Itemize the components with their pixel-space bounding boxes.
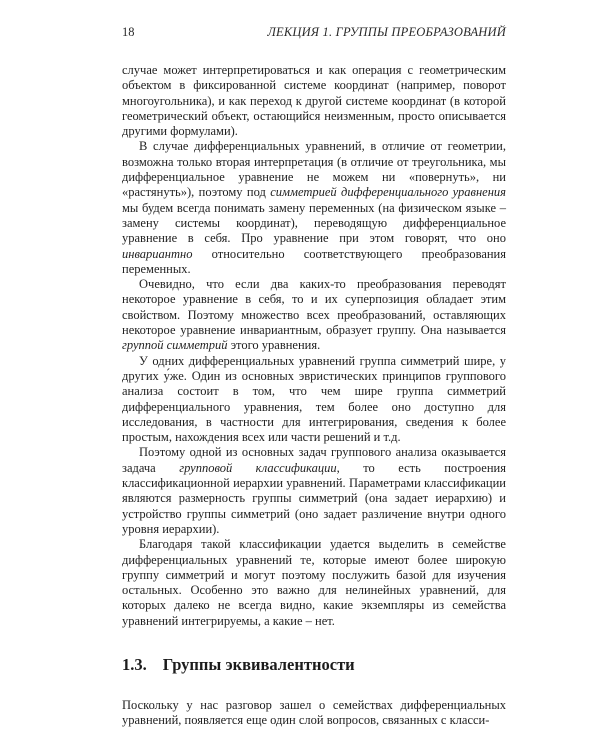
text-run: Благодаря такой классификации удается выделить в семействе дифференциальных уравнений те, которые имеют более широкую группу симметрий и могут поэтому послужить базой для изучения остальных. Особенно это важно для нелинейных уравнений, для которых далеко не всегда видно, какие экземпляры из семейства уравнений интегрируемы, а какие – нет. — [122, 537, 506, 628]
paragraph — [122, 445, 506, 537]
page-body — [122, 63, 506, 729]
paragraph — [122, 63, 506, 139]
paragraph — [122, 698, 506, 729]
emphasis-run: групповой классификации — [179, 460, 337, 475]
page-header — [122, 25, 506, 39]
text-run: относительно соответствующего преобразования переменных. — [122, 246, 506, 276]
section-number: 1.3. — [122, 654, 147, 674]
text-run: Очевидно, что если два каких-то преобразования переводят некоторое уравнение в себя, то и их суперпозиция обладает этим свойством. Поэтому множество всех преобразований, оставляющих некоторое уравнение инвариантным, образует группу. Она называется — [122, 277, 506, 338]
section-heading — [122, 655, 506, 675]
paragraph — [122, 277, 506, 353]
text-run: Поскольку у нас разговор зашел о семействах дифференциальных уравнений, появляется еще один слой вопросов, связанных с класси- — [122, 697, 506, 728]
text-run: , то есть построения классификационной иерархии уравнений. Параметрами классификации являются размерность группы симметрий (она задает иерархию) и устройство группы симметрий (оно задает различение внутри одного уровня иерархии). — [122, 460, 506, 536]
text-run: случае может интерпретироваться и как операция с геометрическим объектом в фиксированной системе координат (например, поворот многоугольника), и как переход к другой системе координат (в которой геометрический объект, остающийся неизменным, просто описывается другими формулами). — [122, 63, 506, 139]
paragraph — [122, 537, 506, 629]
emphasis-run: симметрией дифференциального уравнения — [270, 185, 506, 200]
running-title: ЛЕКЦИЯ 1. ГРУППЫ ПРЕОБРАЗОВАНИЙ — [267, 25, 506, 39]
paragraph — [122, 354, 506, 446]
text-run: этого уравнения. — [227, 338, 321, 353]
page-number: 18 — [122, 25, 135, 39]
emphasis-run: инвариантно — [122, 246, 193, 261]
paragraph — [122, 139, 506, 277]
text-run: Поэтому одной из основных задач группового анализа оказывается задача — [122, 445, 506, 475]
text-run: В случае дифференциальных уравнений, в отличие от геометрии, возможна только вторая интерпретация (в отличие от треугольника, мы дифференциальное уравнение не можем ни «повернуть», ни «растянуть»), поэтому под — [122, 139, 506, 200]
section-title: Группы эквивалентности — [162, 654, 355, 674]
emphasis-run: группой симметрий — [122, 338, 228, 353]
text-run: мы будем всегда понимать замену переменных (на физическом языке – замену системы координат), переводящую дифференциальное уравнение в себя. Про уравнение при этом говорят, что оно — [122, 200, 506, 246]
text-run: У одних дифференциальных уравнений группа симметрий шире, у других у́же. Один из основных эвристических принципов группового анализа состоит в том, что чем шире группа симметрий дифференциального уравнения, тем более оно доступно для исследования, в частности для интегрирования, сведения к более простым, нахождения всех или части решений и т.д. — [122, 353, 506, 445]
